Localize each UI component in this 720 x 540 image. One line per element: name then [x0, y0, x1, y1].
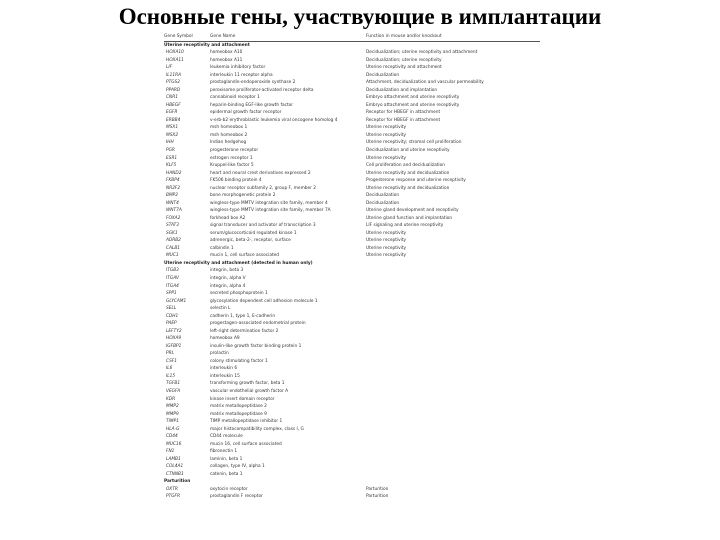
- gene-function: [366, 411, 540, 419]
- table-row: [164, 222, 540, 230]
- column-header: Gene Symbol: [164, 33, 210, 41]
- gene-symbol: LEFTY2: [166, 328, 182, 334]
- gene-symbol: IL11RA: [166, 72, 182, 78]
- gene-name: collagen, type IV, alpha 1: [210, 464, 265, 470]
- gene-symbol: ITGAV: [166, 276, 179, 281]
- gene-symbol: CD44: [166, 434, 178, 440]
- gene-name: nuclear receptor subfamily 2, group F, member 2: [210, 185, 316, 191]
- section-label: Uterine receptivity and attachment: [164, 42, 250, 48]
- gene-name: matrix metallopeptidase 2: [210, 404, 267, 410]
- table-row: [164, 471, 540, 479]
- gene-function: Uterine receptivity: [366, 245, 407, 251]
- table-row: [164, 320, 540, 328]
- gene-symbol: FKBP4: [166, 178, 180, 184]
- gene-symbol: MSX2: [166, 132, 179, 138]
- table-row: [164, 433, 540, 441]
- gene-function: Uterine receptivity and decidualization: [366, 185, 450, 191]
- gene-name: progesterone receptor: [210, 147, 259, 153]
- table-row: [164, 170, 540, 178]
- table-row: [164, 305, 540, 313]
- table-row: [164, 177, 540, 185]
- gene-name: Indian hedgehog: [210, 140, 247, 146]
- gene-symbol: HBEGF: [166, 102, 181, 108]
- gene-symbol: GLYCAM1: [166, 298, 187, 304]
- gene-name: fibronectin 1: [210, 449, 238, 455]
- section-header-row: [164, 260, 540, 268]
- gene-name: catenin, beta 1: [210, 471, 243, 477]
- gene-function: [366, 448, 540, 456]
- gene-symbol: KDR: [166, 396, 176, 402]
- gene-name: cadherin 1, type 1, E-cadherin: [210, 313, 276, 319]
- gene-function: Embryo attachment and uterine receptivity: [366, 102, 460, 108]
- table-row: [164, 94, 540, 102]
- gene-function: [366, 373, 540, 381]
- table-row: [164, 230, 540, 238]
- gene-symbol: LAMB1: [166, 456, 181, 462]
- gene-symbol: TIMP1: [166, 419, 179, 425]
- gene-symbol: SPP1: [166, 291, 177, 297]
- gene-name: calbindin 1: [210, 245, 234, 251]
- section-label: Uterine receptivity and attachment (detected in human only): [164, 260, 313, 266]
- gene-function: Uterine receptivity: [366, 238, 407, 244]
- gene-symbol: WNT7A: [166, 208, 182, 214]
- gene-function: Uterine receptivity: [366, 155, 407, 161]
- gene-name: laminin, beta 1: [210, 456, 243, 462]
- gene-name: msh homeobox 1: [210, 125, 248, 131]
- gene-symbol: PTGS2: [166, 80, 181, 86]
- gene-symbol: ITGB3: [166, 268, 179, 274]
- table-row: [164, 200, 540, 208]
- gene-function: Embryo attachment and uterine receptivity: [366, 95, 460, 101]
- gene-name: heparin-binding EGF-like growth factor: [210, 102, 294, 108]
- gene-name: left-right determination factor 2: [210, 328, 279, 334]
- gene-name: interleukin 6: [210, 366, 238, 372]
- gene-symbol: ESR1: [166, 155, 178, 161]
- gene-name: leukemia inhibitory factor: [210, 65, 266, 71]
- gene-name: major histocompatibility complex, class I, G: [210, 426, 304, 432]
- gene-symbol: IL6: [166, 366, 173, 372]
- gene-function: Uterine receptivity and decidualization: [366, 170, 450, 176]
- table-row: [164, 109, 540, 117]
- gene-name: oxytocin receptor: [210, 486, 248, 492]
- gene-function: [366, 396, 540, 404]
- table-row: [164, 343, 540, 351]
- table-row: [164, 403, 540, 411]
- gene-function: [366, 298, 540, 306]
- gene-name: secreted phosphoprotein 1: [210, 291, 268, 297]
- gene-symbol: FN1: [166, 449, 175, 455]
- gene-function: Parturition: [366, 494, 389, 500]
- gene-symbol: BMP2: [166, 193, 178, 199]
- table-row: [164, 441, 540, 449]
- table-row: [164, 102, 540, 110]
- gene-symbol: PAEP: [166, 321, 177, 327]
- gene-name: homeobox A11: [210, 57, 243, 63]
- gene-function: Uterine receptivity and attachment: [366, 65, 442, 71]
- gene-function: Parturition: [366, 486, 389, 492]
- gene-name: cannabinoid receptor 1: [210, 95, 260, 101]
- gene-name: progestagen-associated endometrial protein: [210, 321, 306, 327]
- gene-function: [366, 320, 540, 328]
- table-row: [164, 388, 540, 396]
- gene-symbol: PPARD: [166, 87, 181, 93]
- gene-symbol: HOXA11: [166, 57, 184, 63]
- gene-function: [366, 358, 540, 366]
- gene-symbol: IGFBP1: [166, 343, 182, 349]
- gene-function: Uterine receptivity: [366, 125, 407, 131]
- gene-name: mucin 1, cell surface associated: [210, 253, 280, 259]
- gene-function: Receptor for HBEGF in attachment: [366, 117, 441, 123]
- gene-function: Uterine receptivity: [366, 253, 407, 259]
- table-row: [164, 132, 540, 140]
- table-row: [164, 350, 540, 358]
- gene-symbol: MSX1: [166, 125, 179, 131]
- gene-symbol: PGR: [166, 147, 175, 153]
- gene-table-body: [164, 41, 540, 501]
- gene-name: Kruppel-like factor 5: [210, 163, 254, 169]
- gene-name: signal transducer and activator of transcription 3: [210, 223, 316, 229]
- table-row: [164, 456, 540, 464]
- gene-name: CD44 molecule: [210, 434, 243, 440]
- gene-symbol: CSF1: [166, 358, 178, 364]
- gene-name: matrix metallopeptidase 9: [210, 411, 267, 417]
- table-row: [164, 124, 540, 132]
- gene-function: Decidualization; uterine receptivity and attachment: [366, 50, 478, 56]
- table-row: [164, 79, 540, 87]
- table-row: [164, 298, 540, 306]
- gene-name: interleukin 15: [210, 373, 240, 379]
- gene-function: [366, 433, 540, 441]
- gene-symbol: MUC1: [166, 253, 179, 259]
- gene-function: Attachment, decidualization and vascular permeability: [366, 80, 484, 86]
- gene-name: colony stimulating factor 1: [210, 358, 268, 364]
- gene-symbol: HAND2: [166, 170, 182, 176]
- gene-symbol: STAT3: [166, 223, 179, 229]
- gene-function: [366, 471, 540, 479]
- gene-name: integrin, alpha V: [210, 276, 246, 281]
- gene-symbol: MMP2: [166, 404, 179, 410]
- table-row: [164, 162, 540, 170]
- gene-name: prolactin: [210, 351, 229, 357]
- gene-name: msh homeobox 2: [210, 132, 248, 138]
- gene-name: interleukin 11 receptor alpha: [210, 72, 273, 78]
- gene-symbol: HOXA10: [166, 50, 184, 56]
- table-row: [164, 237, 540, 245]
- gene-function: [366, 463, 540, 471]
- table-row: [164, 411, 540, 419]
- gene-name: prostaglandin-endoperoxide synthase 2: [210, 80, 296, 86]
- section-header-row: [164, 41, 540, 49]
- gene-function: [366, 267, 540, 275]
- table-row: [164, 87, 540, 95]
- gene-name: estrogen receptor 1: [210, 155, 253, 161]
- table-row: [164, 207, 540, 215]
- table-row: [164, 418, 540, 426]
- gene-symbol: CNR1: [166, 95, 178, 101]
- table-row: [164, 275, 540, 283]
- gene-name: wingless-type MMTV integration site family, member 4: [210, 200, 328, 206]
- gene-name: selectin L: [210, 306, 231, 312]
- gene-symbol: ADRB2: [166, 238, 181, 244]
- gene-function: [366, 313, 540, 321]
- table-row: [164, 185, 540, 193]
- table-row: [164, 245, 540, 253]
- gene-symbol: ITGA4: [166, 283, 179, 289]
- gene-name: glycosylation dependent cell adhesion molecule 1: [210, 298, 318, 304]
- table-row: [164, 72, 540, 80]
- gene-name: TIMP metallopeptidase inhibitor 1: [210, 419, 283, 425]
- table-row: [164, 358, 540, 366]
- gene-function: [366, 350, 540, 358]
- gene-function: [366, 426, 540, 434]
- gene-function: [366, 365, 540, 373]
- gene-function: Uterine gland development and receptivity: [366, 208, 459, 214]
- table-row: [164, 486, 540, 494]
- gene-name: adrenergic, beta-2-, receptor, surface: [210, 238, 291, 244]
- gene-function: Uterine receptivity; stromal cell proliferation: [366, 140, 462, 146]
- gene-function: LIF signaling and uterine receptivity: [366, 223, 444, 229]
- gene-function: Decidualization: [366, 193, 400, 199]
- gene-symbol: COL4A1: [166, 464, 184, 470]
- gene-symbol: CTNNB1: [166, 471, 184, 477]
- gene-name: forkhead box A2: [210, 215, 246, 221]
- table-row: [164, 192, 540, 200]
- table-row: [164, 463, 540, 471]
- gene-name: homeobox A9: [210, 336, 240, 342]
- gene-function: [366, 335, 540, 343]
- table-row: [164, 155, 540, 163]
- gene-name: epidermal growth factor receptor: [210, 110, 282, 116]
- gene-name: integrin, beta 3: [210, 268, 244, 274]
- table-row: [164, 313, 540, 321]
- gene-function: [366, 275, 540, 283]
- table-row: [164, 365, 540, 373]
- gene-function: [366, 290, 540, 298]
- column-header: Gene Name: [210, 33, 366, 41]
- gene-function: [366, 328, 540, 336]
- table-row: [164, 373, 540, 381]
- gene-function: Decidualization and uterine receptivity: [366, 147, 450, 153]
- gene-name: heart and neural crest derivatives expressed 2: [210, 170, 311, 176]
- gene-function: [366, 305, 540, 313]
- gene-name: transforming growth factor, beta 1: [210, 381, 285, 387]
- gene-function: Uterine gland function and implantation: [366, 215, 453, 221]
- gene-name: kinase insert domain receptor: [210, 396, 275, 402]
- gene-symbol: SELL: [166, 306, 177, 312]
- gene-function: Uterine receptivity: [366, 132, 407, 138]
- gene-symbol: IHH: [166, 140, 174, 146]
- gene-function: Uterine receptivity: [366, 230, 407, 236]
- table-row: [164, 448, 540, 456]
- table-row: [164, 57, 540, 65]
- table-row: [164, 335, 540, 343]
- section-header-row: [164, 478, 540, 486]
- gene-name: v-erb-b2 erythroblastic leukemia viral oncogene homolog 4: [210, 117, 338, 123]
- table-row: [164, 64, 540, 72]
- gene-symbol: PRL: [166, 351, 174, 357]
- table-row: [164, 49, 540, 57]
- table-row: [164, 283, 540, 291]
- column-header: Function in mouse and/or knockout: [366, 33, 540, 41]
- gene-symbol: EGFR: [166, 110, 178, 116]
- gene-symbol: WNT4: [166, 200, 179, 206]
- gene-name: FK506 binding protein 4: [210, 178, 262, 184]
- gene-function: [366, 343, 540, 351]
- gene-symbol: CDH1: [166, 313, 179, 319]
- gene-function: Receptor for HBEGF in attachment: [366, 110, 441, 116]
- table-row: [164, 290, 540, 298]
- gene-function: [366, 403, 540, 411]
- gene-function: Decidualization: [366, 72, 400, 78]
- gene-symbol: KLF5: [166, 163, 177, 169]
- table-row: [164, 267, 540, 275]
- gene-name: wingless-type MMTV integration site family, member 7A: [210, 208, 331, 214]
- table-row: [164, 252, 540, 260]
- gene-symbol: IL15: [166, 373, 176, 379]
- gene-symbol: NR2F2: [166, 185, 181, 191]
- gene-name: peroxisome proliferator-activated receptor delta: [210, 87, 314, 93]
- section-label: Parturition: [164, 479, 191, 485]
- gene-table: [164, 33, 540, 501]
- table-row: [164, 396, 540, 404]
- gene-function: Cell proliferation and decidualization: [366, 163, 445, 169]
- gene-symbol: FOXA2: [166, 215, 181, 221]
- table-header-row: [164, 33, 540, 41]
- gene-symbol: CALB1: [166, 245, 181, 251]
- table-row: [164, 215, 540, 223]
- gene-symbol: MMP9: [166, 411, 179, 417]
- table-row: [164, 380, 540, 388]
- table-row: [164, 139, 540, 147]
- slide-title: Основные гены, участвующие в имплантации: [118, 4, 602, 29]
- table-row: [164, 117, 540, 125]
- gene-function: [366, 283, 540, 291]
- table-row: [164, 493, 540, 501]
- gene-symbol: ERBB4: [166, 117, 181, 123]
- gene-symbol: LIF: [166, 65, 173, 71]
- gene-name: insulin-like growth factor binding protein 1: [210, 343, 302, 349]
- gene-function: [366, 380, 540, 388]
- gene-symbol: PTGFR: [166, 494, 181, 500]
- gene-function: Decidualization: [366, 200, 400, 206]
- gene-name: bone morphogenetic protein 2: [210, 193, 276, 199]
- gene-symbol: HLA-G: [166, 426, 180, 432]
- gene-name: serum/glucocorticoid regulated kinase 1: [210, 230, 297, 236]
- table-row: [164, 328, 540, 336]
- gene-function: Progesterone response and uterine receptivity: [366, 178, 466, 184]
- gene-symbol: MUC16: [166, 441, 182, 447]
- gene-name: vascular endothelial growth factor A: [210, 388, 289, 394]
- gene-function: Decidualization and implantation: [366, 87, 438, 93]
- gene-function: [366, 418, 540, 426]
- gene-name: integrin, alpha 4: [210, 283, 246, 289]
- gene-symbol: HOXA9: [166, 336, 182, 342]
- gene-function: [366, 388, 540, 396]
- gene-symbol: VEGFA: [166, 388, 181, 394]
- gene-function: [366, 441, 540, 449]
- gene-name: mucin 16, cell surface associated: [210, 441, 282, 447]
- gene-function: Decidualization; uterine receptivity: [366, 57, 442, 63]
- gene-name: prostaglandin F receptor: [210, 494, 263, 500]
- gene-symbol: SGK1: [166, 230, 178, 236]
- gene-symbol: OXTR: [166, 486, 178, 492]
- gene-name: homeobox A10: [210, 50, 243, 56]
- table-row: [164, 426, 540, 434]
- gene-symbol: TGFB1: [166, 381, 181, 387]
- gene-function: [366, 456, 540, 464]
- table-row: [164, 147, 540, 155]
